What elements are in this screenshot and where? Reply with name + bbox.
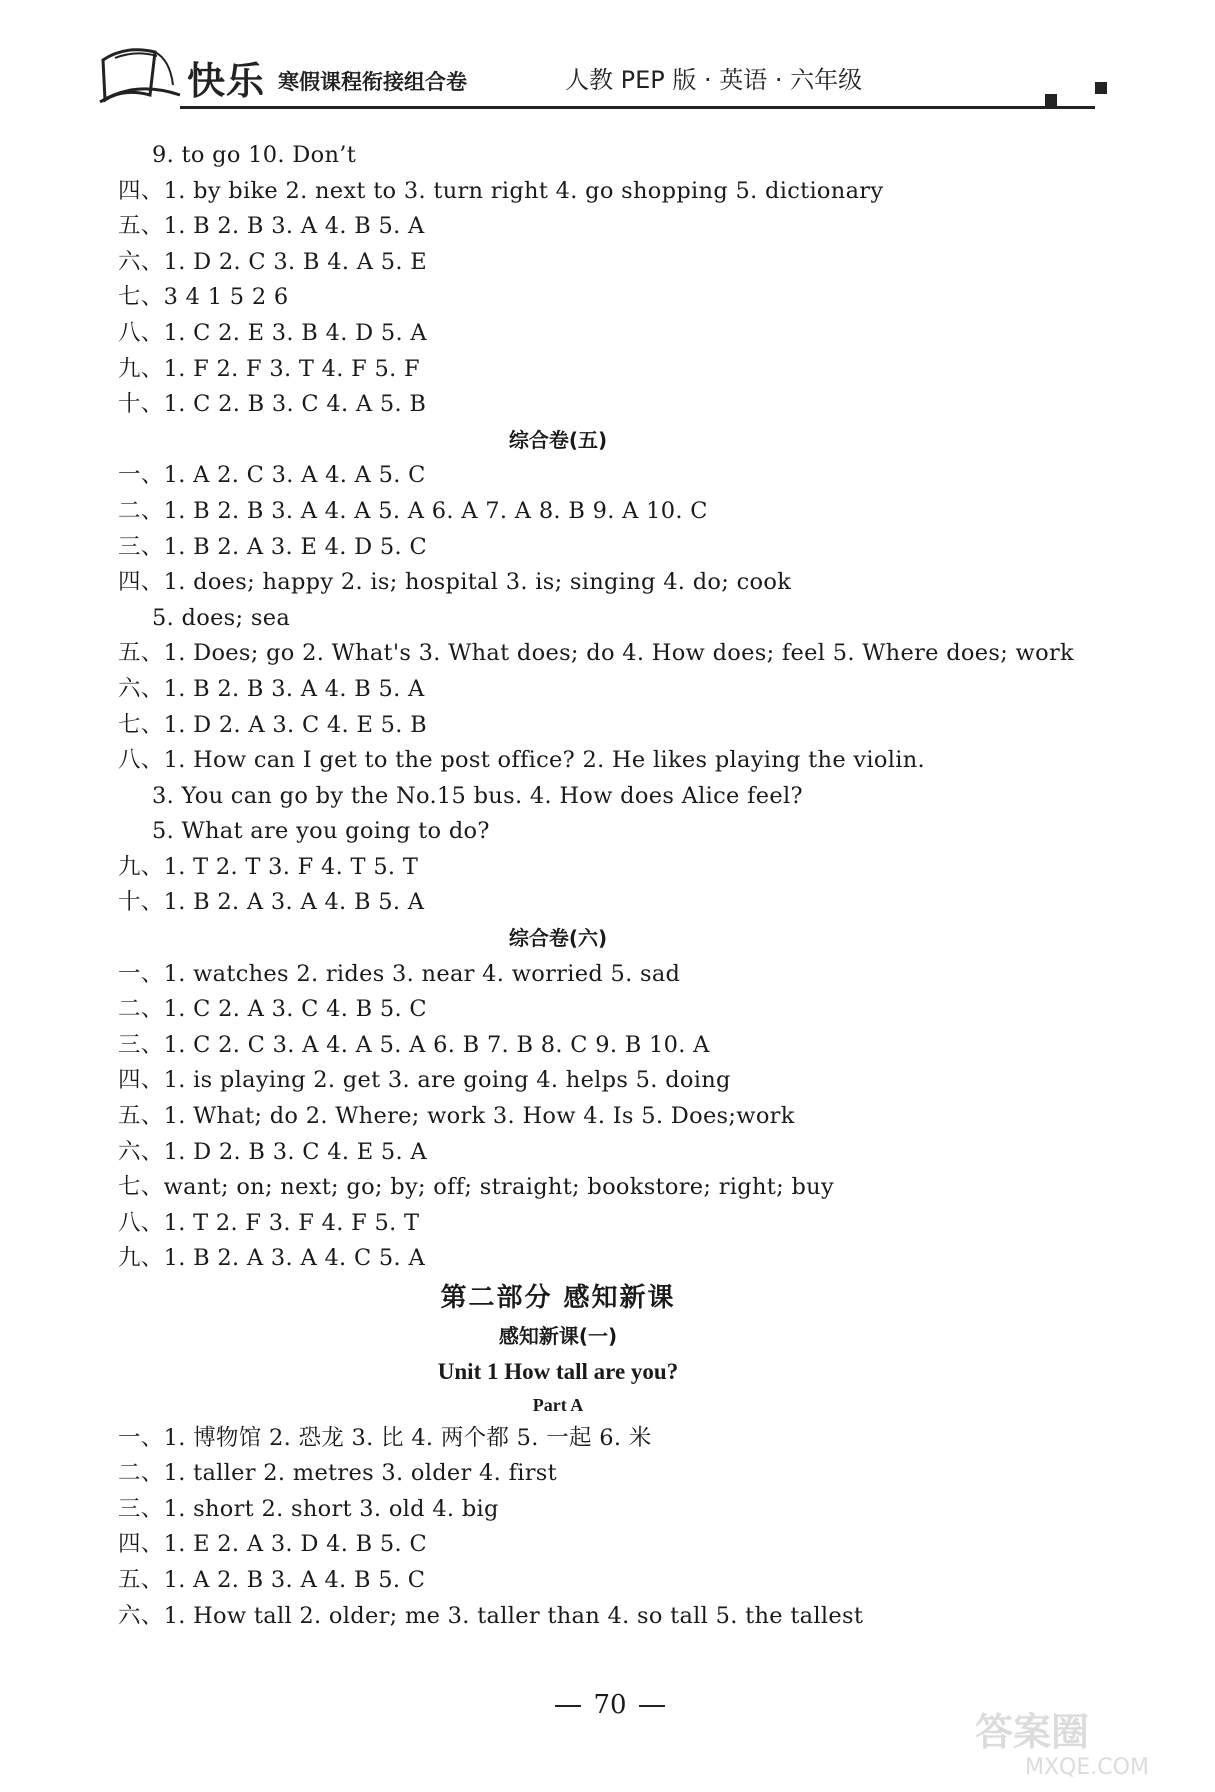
page-number-text: 70	[593, 1690, 627, 1720]
answer-line: 十、1. B 2. A 3. A 4. B 5. A	[118, 889, 425, 916]
answer-line: 九、1. B 2. A 3. A 4. C 5. A	[118, 1245, 426, 1272]
answer-line: 八、1. C 2. E 3. B 4. D 5. A	[118, 319, 427, 346]
dash-left	[555, 1705, 581, 1707]
watermark-logo	[965, 1700, 1185, 1780]
answer-line: 3. You can go by the No.15 bus. 4. How does Alice feel?	[152, 782, 803, 809]
answer-line: 一、1. A 2. C 3. A 4. A 5. C	[118, 462, 426, 489]
answer-line: 四、1. by bike 2. next to 3. turn right 4. go shopping 5. dictionary	[118, 177, 884, 204]
answer-line: 四、1. is playing 2. get 3. are going 4. helps 5. doing	[118, 1067, 731, 1094]
answer-line: 五、1. A 2. B 3. A 4. B 5. C	[118, 1566, 426, 1593]
section-title-6: 综合卷(六)	[508, 926, 608, 951]
answer-line: 六、1. How tall 2. older; me 3. taller than 4. so tall 5. the tallest	[118, 1602, 864, 1629]
answer-line: 九、1. T 2. T 3. F 4. T 5. T	[118, 853, 419, 880]
answer-line: 四、1. does; happy 2. is; hospital 3. is; singing 4. do; cook	[118, 569, 792, 596]
answers-block-6	[118, 957, 1118, 1277]
answer-line: 二、1. B 2. B 3. A 4. A 5. A 6. A 7. A 8. B 9. A 10. C	[118, 497, 708, 524]
rule-square-marker	[1045, 94, 1057, 106]
unit-title: Unit 1 How tall are you?	[437, 1358, 679, 1384]
watermark-text: 答案圈	[975, 1710, 1090, 1754]
brand-title: 快乐	[187, 59, 266, 103]
header-rule	[180, 106, 1095, 109]
answer-line: 二、1. C 2. A 3. C 4. B 5. C	[118, 996, 427, 1023]
answers-block-4	[118, 138, 1118, 423]
answer-line: 九、1. F 2. F 3. T 4. F 5. F	[118, 355, 420, 382]
page-number	[530, 1690, 690, 1720]
answer-line: 六、1. B 2. B 3. A 4. B 5. A	[118, 675, 425, 702]
answer-line: 五、1. B 2. B 3. A 4. B 5. A	[118, 213, 425, 240]
answer-line: 五、1. What; do 2. Where; work 3. How 4. Is 5. Does;work	[118, 1103, 795, 1130]
answer-line: 六、1. D 2. B 3. C 4. E 5. A	[118, 1138, 427, 1165]
answer-line: 八、1. How can I get to the post office? 2. He likes playing the violin.	[118, 747, 925, 774]
answer-line: 三、1. C 2. C 3. A 4. A 5. A 6. B 7. B 8. C 9. B 10. A	[118, 1031, 710, 1058]
answer-line: 5. What are you going to do?	[152, 818, 490, 845]
dash-right	[639, 1705, 665, 1707]
answer-line: 三、1. B 2. A 3. E 4. D 5. C	[118, 533, 427, 560]
answer-line: 六、1. D 2. C 3. B 4. A 5. E	[118, 248, 427, 275]
answer-line: 八、1. T 2. F 3. F 4. F 5. T	[118, 1209, 420, 1236]
answer-line: 五、1. Does; go 2. What's 3. What does; do 4. How does; feel 5. Where does; work	[118, 640, 1074, 667]
answer-line: 七、want; on; next; go; by; off; straight; bookstore; right; buy	[118, 1174, 834, 1201]
answer-line: 四、1. E 2. A 3. D 4. B 5. C	[118, 1531, 427, 1558]
answer-line: 5. does; sea	[152, 604, 291, 631]
answer-line: 七、1. D 2. A 3. C 4. E 5. B	[118, 711, 427, 738]
answers-block-unit1	[118, 1421, 1118, 1635]
answer-line: 二、1. taller 2. metres 3. older 4. first	[118, 1460, 557, 1487]
part-two-title: 第二部分 感知新课	[440, 1283, 676, 1313]
watermark-url: MXQE.COM	[1025, 1755, 1149, 1780]
answer-line: 十、1. C 2. B 3. C 4. A 5. B	[118, 391, 427, 418]
page-header	[95, 40, 1105, 115]
rule-square-marker	[1095, 82, 1107, 94]
section-title-5: 综合卷(五)	[508, 427, 608, 452]
answer-line: 三、1. short 2. short 3. old 4. big	[118, 1495, 499, 1522]
answer-line: 9. to go 10. Don’t	[152, 142, 357, 168]
edition-label: 人教 PEP 版 · 英语 · 六年级	[565, 66, 863, 94]
answer-line: 七、3 4 1 5 2 6	[118, 284, 289, 311]
answers-block-5	[118, 458, 1118, 921]
answer-line: 一、1. watches 2. rides 3. near 4. worried 5. sad	[118, 960, 681, 987]
answer-content	[118, 138, 1118, 1634]
series-title: 寒假课程衔接组合卷	[278, 70, 467, 94]
book-logo-icon	[95, 40, 185, 112]
lesson-title: 感知新课(一)	[498, 1324, 618, 1348]
answer-line: 一、1. 博物馆 2. 恐龙 3. 比 4. 两个都 5. 一起 6. 米	[118, 1424, 652, 1451]
part-a-title: Part A	[532, 1394, 584, 1415]
